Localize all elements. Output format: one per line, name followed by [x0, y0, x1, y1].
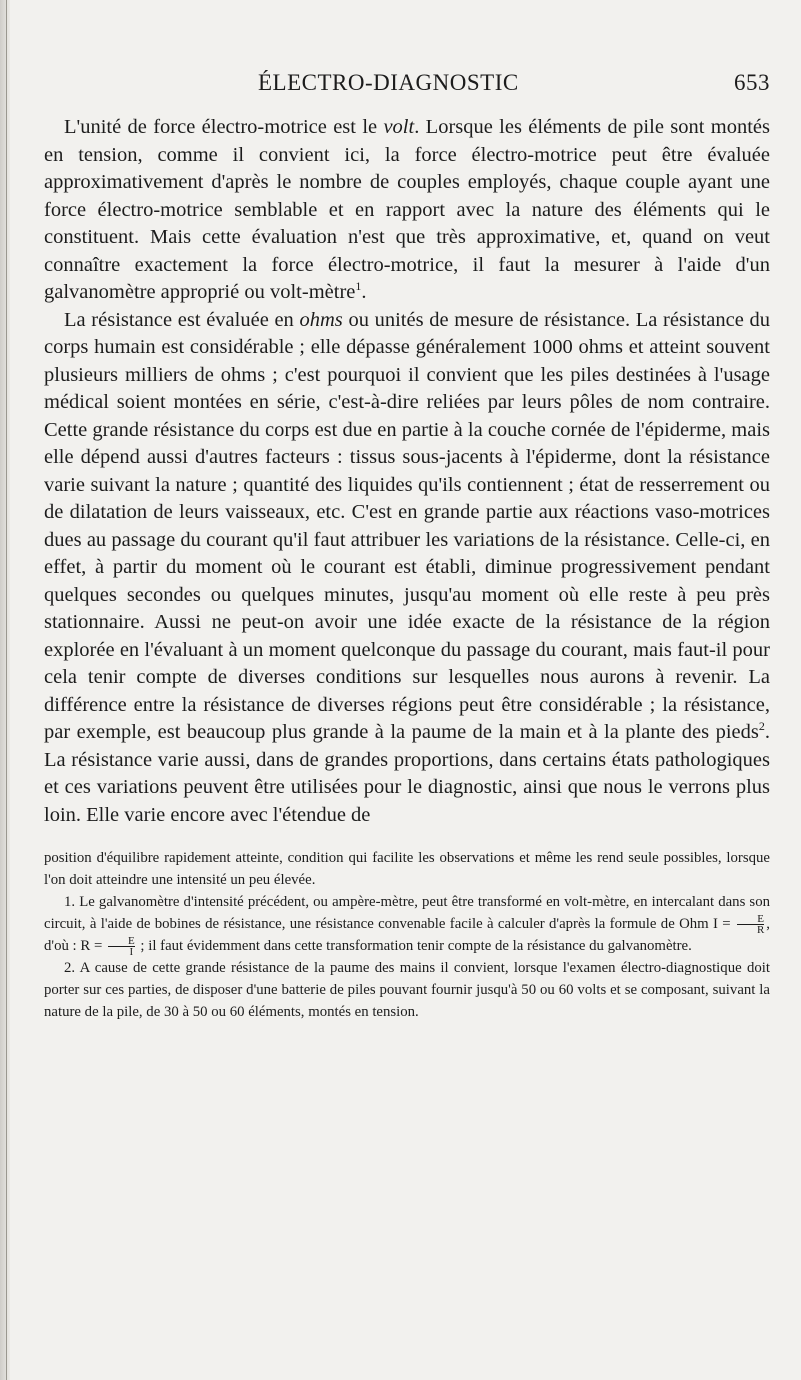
footnote-ref-1: 1: [355, 279, 362, 294]
footnote-continuation: position d'équilibre rapidement atteinte, condition qui facilite les observations et même les rend seule possibles, lorsque l'on doit atteindre une intensité un peu élevée.: [44, 850, 770, 888]
body-text: [44, 114, 770, 829]
page-number: 653: [734, 70, 770, 95]
document-page: [44, 70, 770, 1023]
term-ohms: ohms: [299, 308, 343, 331]
page-edge-line: [6, 0, 7, 1380]
fraction-e-over-i: $\frac{E}{I}$: [108, 936, 135, 957]
fraction-e-over-r: $\frac{E}{R}$: [737, 914, 764, 935]
page-edge: [0, 0, 10, 1380]
footnote-ref-2: 2: [758, 719, 765, 734]
paragraph-1: L'unité de force électro-motrice est le volt. Lorsque les éléments de pile sont montés en tension, comme il convient ici, la force électro-motrice peut être évaluée approximativement d'après le nombre de couples employés, chaque couple ayant une force électro-motrice semblable et en rapport avec la nature des éléments qui le constituent. Mais cette évaluation n'est que très approximative, et, quand on veut connaître exactement la force électro-motrice, il faut la mesurer à l'aide d'un galvanomètre approprié ou volt-mètre$^1$.: [44, 116, 770, 303]
footnotes: [44, 847, 770, 1023]
running-header: [44, 70, 770, 110]
header-title: ÉLECTRO-DIAGNOSTIC: [258, 70, 519, 95]
paragraph-2: La résistance est évaluée en ohms ou unités de mesure de résistance. La résistance du corps humain est considérable ; elle dépasse généralement 1000 ohms et atteint souvent plusieurs milliers de ohms ; c'est pourquoi il convient que les piles destinées à l'usage médical soient montées en série, c'est-à-dire reliées par leurs pôles de nom contraire. Cette grande résistance du corps est due en partie à la couche cornée de l'épiderme, mais elle dépend aussi d'autres facteurs : tissus sous-jacents à l'épiderme, dont la résistance varie suivant la nature ; quantité des liquides qu'ils contiennent ; état de resserrement ou de dilatation de leurs vaisseaux, etc. C'est en grande partie aux réactions vaso-motrices dues au passage du courant qu'il faut attribuer les variations de la résistance. Celle-ci, en effet, à partir du moment où le courant est établi, diminue progressivement pendant quelques secondes ou quelques minutes, jusqu'au moment où elle reste à peu près stationnaire. Aussi ne peut-on avoir une idée exacte de la résistance de la région explorée en l'évaluant à un moment quelconque du passage du courant, mais faut-il pour cela tenir compte de diverses conditions sur lesquelles nous aurons à revenir. La différence entre la résistance de diverses régions peut être considérable ; la résistance, par exemple, est beaucoup plus grande à la paume de la main et à la plante des pieds$^2$. La résistance varie aussi, dans de grandes proportions, dans certains états pathologiques et ces variations peuvent être utilisées pour le diagnostic, ainsi que nous le verrons plus loin. Elle varie encore avec l'étendue de: [44, 308, 771, 826]
term-volt: volt: [383, 116, 415, 138]
footnote-1: 1. Le galvanomètre d'intensité précédent, ou ampère-mètre, peut être transformé en volt-mètre, en intercalant dans son circuit, à l'aide de bobines de résistance, une résistance convenable facile à calculer d'après la formule de Ohm I = $\frac{E}{R}$ , d'où : R = $\frac{E}{I}$ ; il faut évidemment dans cette transformation tenir compte de la résistance du galvanomètre.: [44, 894, 770, 959]
footnote-2: 2. A cause de cette grande résistance de la paume des mains il convient, lorsque l'examen électro-diagnostique doit porter sur ces parties, de disposer d'une batterie de piles pouvant fournir jusqu'à 50 ou 60 volts et se composant, suivant la nature de la pile, de 30 à 50 ou 60 éléments, montés en tension.: [44, 960, 770, 1021]
